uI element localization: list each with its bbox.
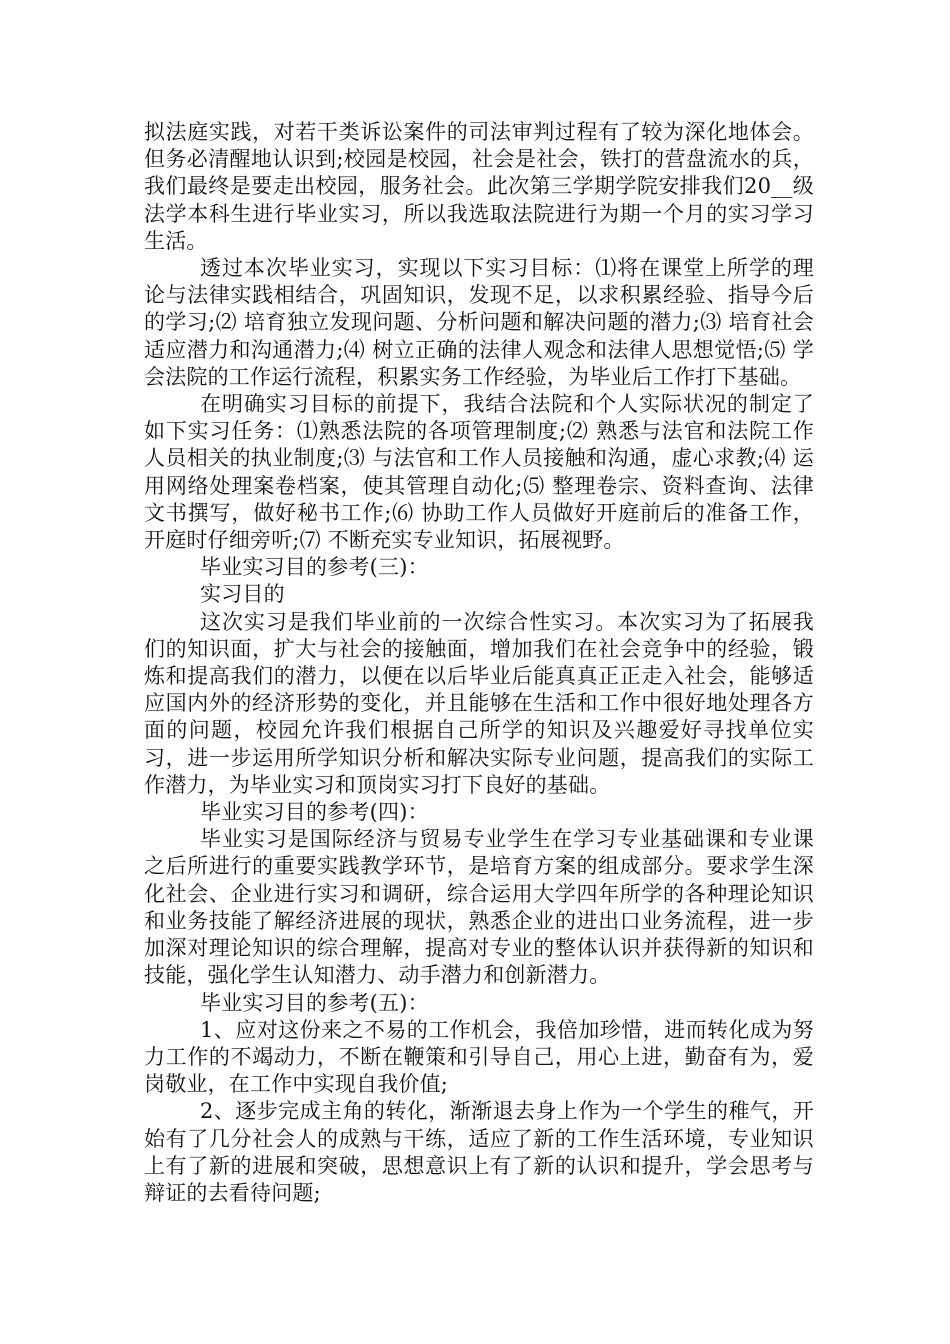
section-heading-reference-4: 毕业实习目的参考(四)： (200, 800, 429, 825)
paragraph-internship-goals: 透过本次毕业实习，实现以下实习目标：⑴将在课堂上所学的理论与法律实践相结合，巩固知识，发现不足，以求积累经验、指导今后的学习;⑵ 培育独立发现问题、分析问题和解决问题的潜力;⑶ 培育社会适应潜力和沟通潜力;⑷ 树立正确的法律人观念和法律人思想觉悟;⑸ 学会法院的工作运行流程，积累实务工作经验，为毕业后工作打下基础。 (144, 256, 814, 389)
section-subheading-purpose: 实习目的 (200, 582, 285, 607)
list-item-2: 2、逐步完成主角的转化，渐渐退去身上作为一个学生的稚气，开始有了几分社会人的成熟与干练，适应了新的工作生活环境，专业知识上有了新的进展和突破，思想意识上有了新的认识和提升，学会思考与辩证的去看待问题; (144, 1099, 814, 1205)
paragraph-comprehensive-internship: 这次实习是我们毕业前的一次综合性实习。本次实习为了拓展我们的知识面，扩大与社会的接触面，增加我们在社会竞争中的经验，锻炼和提高我们的潜力，以便在以后毕业后能真真正正走入社会，能够适应国内外的经济形势的变化，并且能够在生活和工作中很好地处理各方面的问题，校园允许我们根据自己所学的知识及兴趣爱好寻找单位实习，进一步运用所学知识分析和解决实际专业问题，提高我们的实际工作潜力，为毕业实习和顶岗实习打下良好的基础。 (144, 609, 814, 797)
document-page (144, 119, 814, 1207)
section-heading-reference-3: 毕业实习目的参考(三)： (200, 555, 429, 580)
paragraph-intro-continuation: 拟法庭实践，对若干类诉讼案件的司法审判过程有了较为深化地体会。但务必清醒地认识到;校园是校园，社会是社会，铁打的营盘流水的兵，我们最终是要走出校园，服务社会。此次第三学期学院安排我们20__级法学本科生进行毕业实习，所以我选取法院进行为期一个月的实习学习生活。 (144, 120, 814, 253)
section-heading-reference-5: 毕业实习目的参考(五)： (200, 990, 429, 1015)
paragraph-trade-major-internship: 毕业实习是国际经济与贸易专业学生在学习专业基础课和专业课之后所进行的重要实践教学环节，是培育方案的组成部分。要求学生深化社会、企业进行实习和调研，综合运用大学四年所学的各种理论知识和业务技能了解经济进展的现状，熟悉企业的进出口业务流程，进一步加深对理论知识的综合理解，提高对专业的整体认识并获得新的知识和技能，强化学生认知潜力、动手潜力和创新潜力。 (144, 827, 814, 988)
list-item-1: 1、应对这份来之不易的工作机会，我倍加珍惜，进而转化成为努力工作的不竭动力，不断在鞭策和引导自己，用心上进，勤奋有为，爱岗敬业，在工作中实现自我价值; (144, 1017, 814, 1097)
paragraph-internship-tasks: 在明确实习目标的前提下，我结合法院和个人实际状况的制定了如下实习任务：⑴熟悉法院的各项管理制度;⑵ 熟悉与法官和法院工作人员相关的执业制度;⑶ 与法官和工作人员接触和沟通，虚心求教;⑷ 运用网络处理案卷档案，使其管理自动化;⑸ 整理卷宗、资料查询、法律文书撰写，做好秘书工作;⑹ 协助工作人员做好开庭前后的准备工作，开庭时仔细旁听;⑺ 不断充实专业知识，拓展视野。 (144, 392, 814, 553)
